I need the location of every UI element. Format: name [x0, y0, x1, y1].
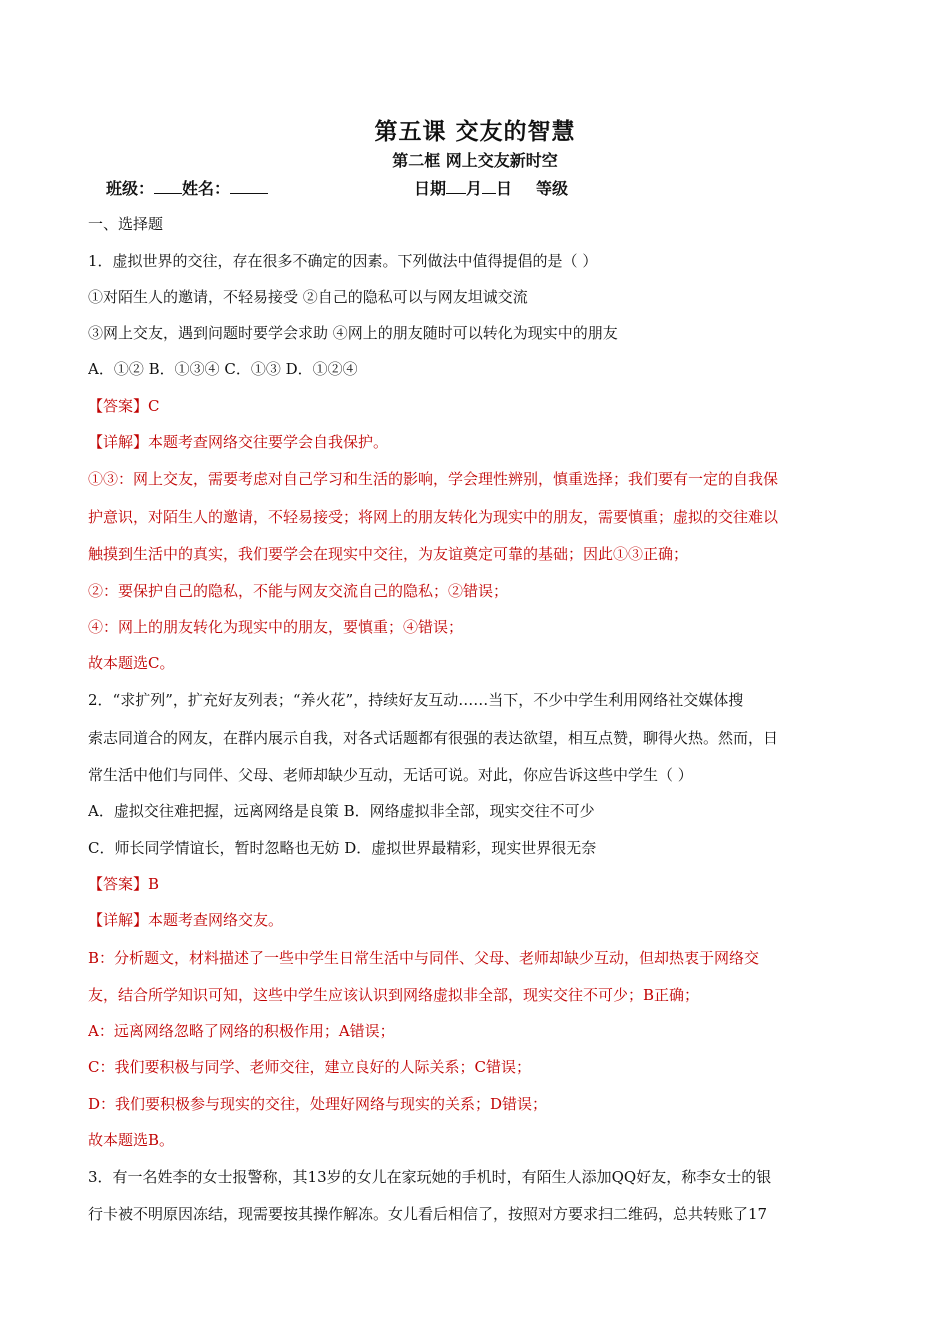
q2-choices-cd: C．师长同学情谊长，暂时忽略也无妨 D．虚拟世界最精彩，现实世界很无奈	[88, 839, 597, 857]
month-blank	[446, 179, 466, 194]
name-blank	[230, 179, 268, 194]
q1-choices: A．①② B．①③④ C．①③ D．①②④	[88, 360, 358, 378]
lesson-title: 第五课 交友的智慧	[374, 118, 576, 145]
q3-stem-1: 3．有一名姓李的女士报警称，其13岁的女儿在家玩她的手机时，有陌生人添加QQ好友，称李女士的银	[88, 1168, 772, 1186]
q2-stem-3: 常生活中他们与同伴、父母、老师却缺少互动，无话可说。对此，你应告诉这些中学生（ ）	[88, 766, 693, 784]
q1-detail: 【详解】本题考查网络交往要学会自我保护。	[88, 433, 389, 451]
q2-conclusion: 故本题选B。	[88, 1131, 175, 1149]
q2-explanation-4: C：我们要积极与同学、老师交往，建立良好的人际关系；C错误；	[88, 1058, 531, 1076]
q2-detail: 【详解】本题考查网络交友。	[88, 911, 284, 929]
q1-explanation-4: ②：要保护自己的隐私，不能与网友交流自己的隐私；②错误；	[88, 582, 509, 600]
q2-explanation-5: D：我们要积极参与现实的交往，处理好网络与现实的关系；D错误；	[88, 1095, 548, 1113]
class-label: 班级：	[106, 179, 155, 198]
date-label: 日期	[414, 179, 447, 198]
name-label: 姓名：	[182, 179, 231, 198]
section-subtitle: 第二框 网上交友新时空	[392, 151, 558, 170]
q2-stem-1: 2．“求扩列”，扩充好友列表；“养火花”，持续好友互动……当下，不少中学生利用网络社交媒体搜	[88, 691, 744, 709]
day-blank	[482, 179, 496, 194]
day-label: 日	[496, 179, 513, 198]
q2-answer: 【答案】B	[88, 875, 160, 893]
section-heading: 一、选择题	[88, 215, 164, 233]
q1-explanation-5: ④：网上的朋友转化为现实中的朋友，要慎重；④错误；	[88, 618, 464, 636]
q1-answer: 【答案】C	[88, 397, 160, 415]
q2-stem-2: 索志同道合的网友，在群内展示自我，对各式话题都有很强的表达欲望，相互点赞，聊得火热。然而，日	[88, 729, 779, 747]
class-name-fields	[106, 176, 268, 199]
class-blank	[154, 179, 182, 194]
q1-conclusion: 故本题选C。	[88, 654, 175, 672]
q1-explanation-3: 触摸到生活中的真实，我们要学会在现实中交往，为友谊奠定可靠的基础；因此①③正确；	[88, 545, 689, 563]
q1-explanation-2: 护意识，对陌生人的邀请，不轻易接受；将网上的朋友转化为现实中的朋友，需要慎重；虚拟的交往难以	[88, 508, 779, 526]
date-grade-fields	[414, 176, 568, 199]
month-label: 月	[466, 179, 483, 198]
q2-choices-ab: A．虚拟交往难把握，远离网络是良策 B．网络虚拟非全部，现实交往不可少	[88, 802, 595, 820]
q1-stem: 1．虚拟世界的交往，存在很多不确定的因素。下列做法中值得提倡的是（ ）	[88, 252, 598, 270]
q1-options-2: ③网上交友，遇到问题时要学会求助 ④网上的朋友随时可以转化为现实中的朋友	[88, 324, 618, 342]
q2-explanation-3: A：远离网络忽略了网络的积极作用；A错误；	[88, 1022, 395, 1040]
q1-explanation-1: ①③：网上交友，需要考虑对自己学习和生活的影响，学会理性辨别，慎重选择；我们要有一定的自我保	[88, 470, 779, 488]
q3-stem-2: 行卡被不明原因冻结，现需要按其操作解冻。女儿看后相信了，按照对方要求扫二维码，总共转账了17	[88, 1205, 768, 1223]
q1-options-1: ①对陌生人的邀请，不轻易接受 ②自己的隐私可以与网友坦诚交流	[88, 288, 528, 306]
q2-explanation-1: B：分析题文，材料描述了一些中学生日常生活中与同伴、父母、老师却缺少互动，但却热衷于网络交	[88, 949, 760, 967]
q2-explanation-2: 友，结合所学知识可知，这些中学生应该认识到网络虚拟非全部，现实交往不可少；B正确；	[88, 986, 700, 1004]
grade-label: 等级	[536, 179, 569, 198]
